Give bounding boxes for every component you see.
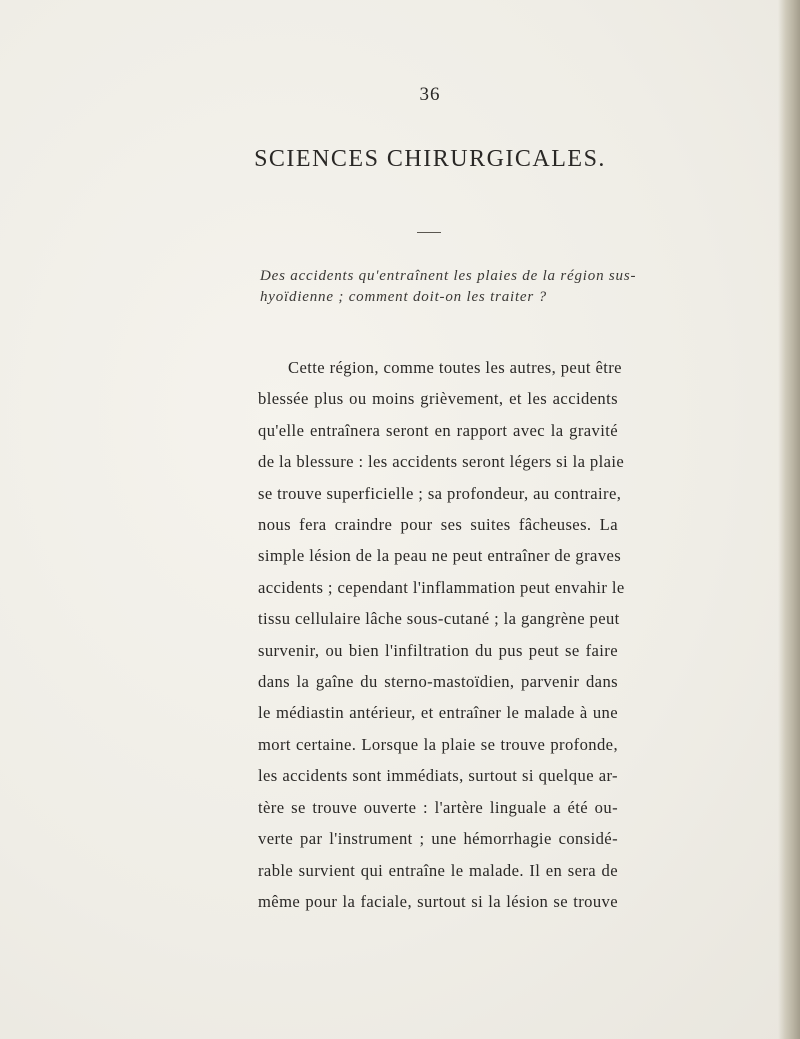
text-line: tère se trouve ouverte : l'artère linguale a été ou- bbox=[258, 797, 618, 817]
text-line: les accidents sont immédiats, surtout si quelque ar- bbox=[258, 766, 618, 786]
text-line: survenir, ou bien l'infiltration du pus peut se faire bbox=[258, 640, 618, 660]
text-line: le médiastin antérieur, et entraîner le malade à une bbox=[258, 703, 618, 723]
section-subtitle bbox=[260, 266, 637, 308]
page-number: 36 bbox=[419, 84, 441, 105]
text-line: dans la gaîne du sterno-mastoïdien, parvenir dans bbox=[258, 672, 618, 692]
text-line: se trouve superficielle ; sa profondeur, au contraire, bbox=[258, 483, 622, 503]
subtitle-line: Des accidents qu'entraînent les plaies de la région sus- bbox=[260, 268, 637, 284]
body-paragraph bbox=[258, 352, 625, 917]
text-line: simple lésion de la peau ne peut entraîner de graves bbox=[258, 546, 622, 566]
subtitle-line: hyoïdienne ; comment doit-on les traiter ? bbox=[260, 289, 547, 305]
running-head: SCIENCES CHIRURGICALES. bbox=[254, 146, 606, 172]
text-line: qu'elle entraînera seront en rapport avec la gravité bbox=[258, 420, 618, 440]
text-line: rable survient qui entraîne le malade. Il en sera de bbox=[258, 860, 618, 880]
text-line: Cette région, comme toutes les autres, peut être bbox=[288, 358, 622, 377]
text-line: mort certaine. Lorsque la plaie se trouve profonde, bbox=[258, 734, 618, 754]
section-divider bbox=[417, 232, 441, 233]
text-line: accidents ; cependant l'inflammation peut envahir le bbox=[258, 577, 625, 597]
text-line: de la blessure : les accidents seront légers si la plaie bbox=[258, 452, 625, 472]
text-line: même pour la faciale, surtout si la lésion se trouve bbox=[258, 891, 618, 911]
text-line: verte par l'instrument ; une hémorrhagie considé- bbox=[258, 829, 618, 849]
text-line: blessée plus ou moins grièvement, et les accidents bbox=[258, 389, 618, 409]
text-line: tissu cellulaire lâche sous-cutané ; la gangrène peut bbox=[258, 609, 620, 629]
text-line: nous fera craindre pour ses suites fâcheuses. La bbox=[258, 515, 618, 535]
